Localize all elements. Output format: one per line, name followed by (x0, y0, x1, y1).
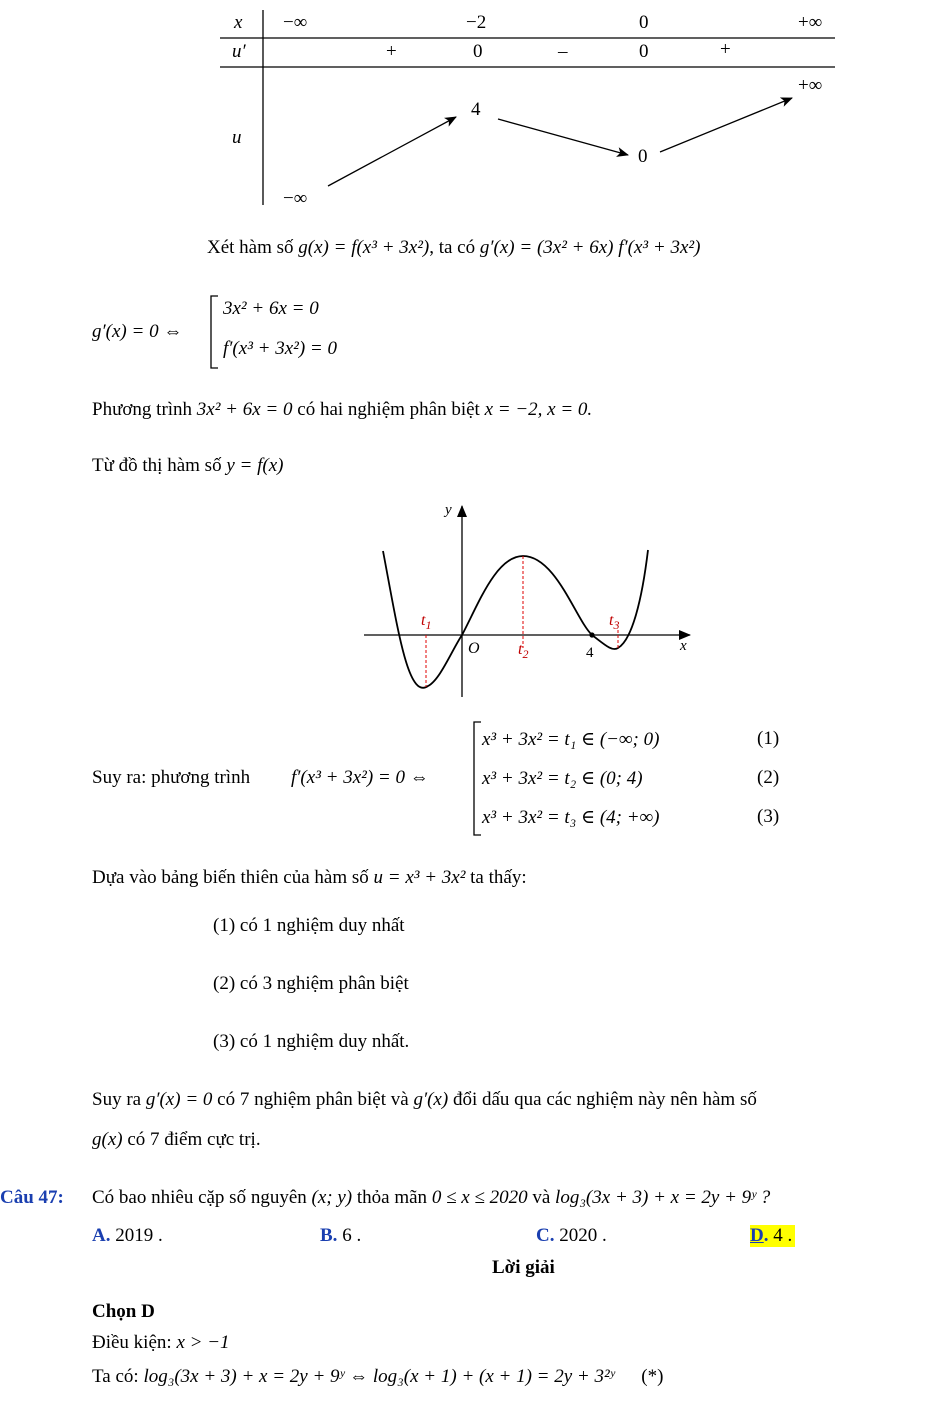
conclusion-e: đổi dấu qua các nghiệm này nên hàm số (452, 1089, 757, 1110)
roots-mid: có hai nghiệm phân biệt (297, 399, 480, 420)
case-1-text: có 1 nghiệm duy nhất (239, 915, 405, 936)
table-x-neg2: −2 (466, 12, 487, 33)
option-b-letter: B. (320, 1225, 338, 1246)
graph-x-label: x (680, 638, 687, 654)
table-sign-4: 0 (639, 41, 649, 62)
table-x-neg-inf: −∞ (283, 12, 308, 33)
table-ref-line (92, 867, 527, 889)
g-prime-formula: g′(x) = (3x² + 6x) f′(x³ + 3x²) (479, 237, 701, 258)
q47-text: Có bao nhiêu cặp số nguyên (92, 1187, 307, 1208)
system2-lead: Suy ra: phương trình (92, 767, 251, 788)
option-c (536, 1225, 607, 1247)
conclusion-line-1 (92, 1089, 757, 1111)
solution-choice: Chọn D (92, 1301, 155, 1322)
roots-equation: 3x² + 6x = 0 (196, 399, 293, 420)
table-u-label: u (232, 127, 242, 148)
system2-row2: x³ + 3x² = t₂ ∈ (0; 4) (482, 768, 643, 789)
case-1 (213, 915, 405, 937)
table-ref-expr: u = x³ + 3x² (373, 867, 466, 888)
table-u-zero: 0 (638, 146, 648, 167)
graph-y-label: y (445, 502, 452, 518)
solution-cond-lead: Điều kiện: (92, 1332, 172, 1353)
case-1-tag: (1) (213, 915, 236, 936)
graph-t1-label: $t_1$ (421, 612, 432, 633)
option-d-letter: D (750, 1225, 764, 1246)
table-ref-lead: Dựa vào bảng biến thiên của hàm số (92, 867, 369, 888)
graph-intro-lead: Từ đồ thị hàm số (92, 455, 222, 476)
option-a (92, 1225, 163, 1247)
roots-values: x = −2, x = 0. (484, 399, 593, 420)
case-3 (213, 1031, 409, 1053)
q47-cond: 0 ≤ x ≤ 2020 (431, 1187, 528, 1208)
system2-row1: x³ + 3x² = t₁ ∈ (−∞; 0) (482, 729, 660, 750)
conclusion-b: g′(x) = 0 (145, 1089, 213, 1110)
conclusion-g: có 7 điểm cực trị. (127, 1129, 261, 1150)
table-x-zero: 0 (639, 12, 649, 33)
table-sign-3: – (558, 41, 568, 62)
solution-condition (92, 1332, 230, 1354)
system1-row2: f′(x³ + 3x²) = 0 (223, 338, 337, 359)
option-a-letter: A. (92, 1225, 111, 1246)
table-sign-1: + (386, 41, 397, 62)
system1-row1: 3x² + 6x = 0 (223, 298, 319, 319)
table-u-pos-inf: +∞ (798, 75, 823, 96)
solution-title: Lời giải (492, 1257, 555, 1278)
table-ref-tail: ta thấy: (470, 867, 527, 888)
option-a-value: 2019 . (115, 1225, 163, 1246)
graph-four-label: 4 (586, 645, 594, 661)
conclusion-f: g(x) (92, 1129, 123, 1150)
option-d-value: 4 . (773, 1225, 793, 1246)
table-sign-5: + (720, 39, 731, 60)
table-du-label: u′ (232, 41, 246, 62)
q47-pair: (x; y) (311, 1187, 353, 1208)
table-u-neg-inf: −∞ (283, 188, 308, 209)
system2-row3: x³ + 3x² = t₃ ∈ (4; +∞) (482, 807, 660, 828)
conclusion-line-2 (92, 1129, 261, 1151)
conclusion-c: có 7 nghiệm phân biệt và (217, 1089, 409, 1110)
system2-lhs: f′(x³ + 3x²) = 0 ⇔ (291, 767, 429, 788)
solution-cond: x > −1 (176, 1332, 230, 1353)
q47-cond-lead: thỏa mãn (356, 1187, 428, 1208)
solution-have-lead: Ta có: (92, 1366, 139, 1387)
conclusion-a: Suy ra (92, 1089, 142, 1110)
case-3-tag: (3) (213, 1031, 236, 1052)
option-b (320, 1225, 361, 1247)
table-x-label: x (234, 12, 243, 33)
q47-and: và (532, 1187, 551, 1208)
g-definition: g(x) = f(x³ + 3x²) (298, 237, 430, 258)
roots-lead: Phương trình (92, 399, 193, 420)
case-2-text: có 3 nghiệm phân biệt (239, 973, 409, 994)
case-3-text: có 1 nghiệm duy nhất. (239, 1031, 410, 1052)
q47-equation: log₃(3x + 3) + x = 2y + 9ʸ ? (555, 1187, 771, 1208)
solution-have-eq: log₃(3x + 3) + x = 2y + 9ʸ ⇔ log₃(x + 1) + (x + 1) = 2y + 3²ʸ (143, 1366, 615, 1387)
table-sign-2: 0 (473, 41, 483, 62)
question-47-label: Câu 47: (0, 1187, 64, 1208)
table-x-pos-inf: +∞ (798, 12, 823, 33)
option-c-value: 2020 . (559, 1225, 607, 1246)
conclusion-d: g′(x) (413, 1089, 449, 1110)
graph-t2-label: $t_2$ (518, 641, 529, 662)
graph-origin-label: O (468, 640, 480, 657)
graph-t3-label: $t_3$ (609, 612, 620, 633)
case-2 (213, 973, 409, 995)
solution-star: (*) (641, 1366, 664, 1387)
table-u-four: 4 (471, 99, 481, 120)
question-47-text (92, 1187, 770, 1209)
option-b-value: 6 . (342, 1225, 362, 1246)
derivative-mid: , ta có (429, 237, 476, 258)
system2-tag1: (1) (757, 728, 780, 749)
option-c-letter: C. (536, 1225, 555, 1246)
option-d-dot: . (763, 1225, 769, 1246)
case-2-tag: (2) (213, 973, 236, 994)
graph-intro-expr: y = f(x) (226, 455, 284, 476)
derivative-lead: Xét hàm số (207, 237, 294, 258)
system2-tag2: (2) (757, 767, 780, 788)
solution-equation-line (92, 1366, 663, 1388)
system2-tag3: (3) (757, 806, 780, 827)
system1-lhs: g′(x) = 0 ⇔ (92, 321, 183, 342)
option-d-highlighted (750, 1225, 795, 1247)
